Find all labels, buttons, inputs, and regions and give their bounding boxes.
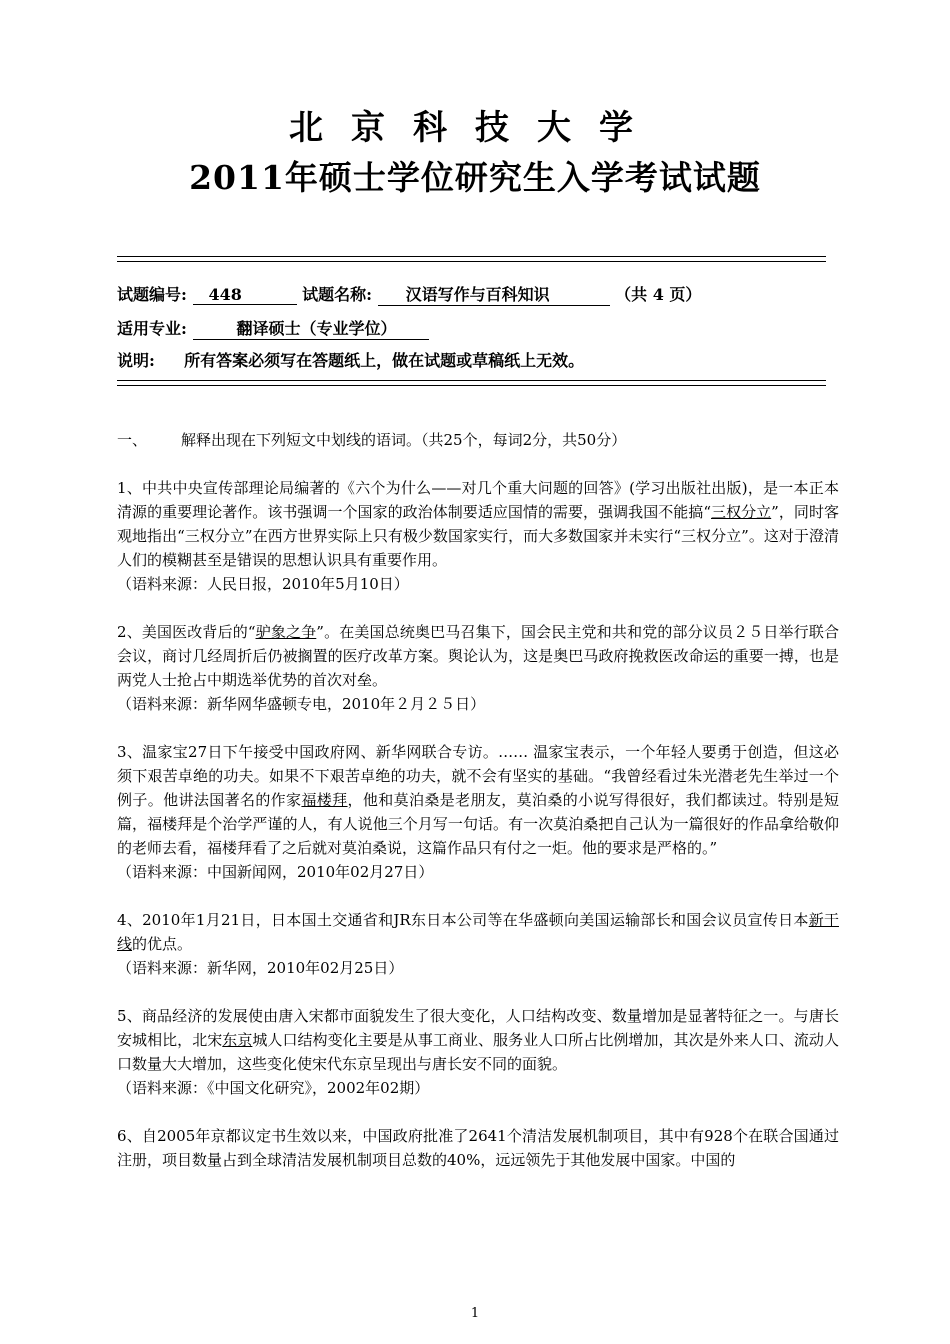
exam-content [117,428,839,1172]
code-value: 448 [193,285,297,305]
exam-title: 2011年硕士学位研究生入学考试试题 [189,158,761,197]
passage-5 [117,1004,839,1076]
underlined-term: 东京 [222,1031,253,1049]
passage-3 [117,740,839,860]
major-row [117,316,429,340]
passage-source: （语料来源：新华网，2010年02月25日） [117,959,404,977]
code-label: 试题编号: [117,285,187,304]
major-label: 适用专业: [117,319,187,338]
underlined-term: 驴象之争 [255,623,317,641]
name-value: 汉语写作与百科知识 [378,282,610,306]
passage-text: 5、商品经济的发展使由唐入宋都市面貌发生了很大变化，人口结构改变、数量增加是显著特征之一。与唐长安城相比，北宋 [117,1007,839,1049]
passage-text: 4、2010年1月21日，日本国土交通省和JR东日本公司等在华盛顿向美国运输部长和国会议员宣传日本 [117,911,809,929]
note-label: 说明: [117,351,155,370]
double-rule-top [117,256,826,262]
passage-text: ，他和莫泊桑是老朋友，莫泊桑的小说写得很好，我们都读过。特别是短篇，福楼拜是个治学严谨的人，有人说他三个月写一句话。有一次莫泊桑把自己认为一篇很好的作品拿给敬仰的老师去看，福楼拜看了之后就对莫泊桑说，这篇作品只有付之一炬。他的要求是严格的。” [117,791,839,857]
university-title: 北京科技大学 [289,108,661,148]
note-row [117,348,584,371]
passage-source: （语料来源：中国新闻网，2010年02月27日） [117,863,434,881]
passage-text: ”。在美国总统奥巴马召集下，国会民主党和共和党的部分议员２５日举行联合会议，商讨几经周折后仍被搁置的医疗改革方案。舆论认为，这是奥巴马政府挽救医改命运的重要一搏，也是两党人士抢占中期选举优势的首次对垒。 [117,623,839,689]
passage-text: 3、温家宝27日下午接受中国政府网、新华网联合专访。…… 温家宝表示，一个年轻人要勇于创造，但这必须下艰苦卓绝的功夫。如果不下艰苦卓绝的功夫，就不会有坚实的基础。“我曾经看过朱光潜老先生举过一个例子。他讲法国著名的作家 [117,743,839,809]
passage-source: （语料来源：《中国文化研究》，2002年02期） [117,1079,430,1097]
passage-1 [117,476,839,572]
underlined-term: 新干线 [117,911,839,953]
passage-6 [117,1124,839,1172]
passage-text: 城人口结构变化主要是从事工商业、服务业人口所占比例增加，其次是外来人口、流动人口数量大大增加，这些变化使宋代东京呈现出与唐长安不同的面貌。 [117,1031,839,1073]
section-instruction: 解释出现在下列短文中划线的语词。（共25个，每词2分，共50分） [181,431,627,449]
passage-text: 2、美国医改背后的“ [117,623,256,641]
name-label: 试题名称: [302,285,372,304]
page-number: 1 [470,1306,480,1321]
passage-text: 1、中共中央宣传部理论局编著的《六个为什么——对几个重大问题的回答》(学习出版社出版)，是一本正本清源的重要理论著作。该书强调一个国家的政治体制要适应国情的需要，强调我国不能搞“ [117,479,839,521]
exam-code-row [117,282,701,306]
underlined-term: 三权分立 [711,503,772,521]
section-number: 一、 [117,431,148,449]
note-value: 所有答案必须写在答题纸上，做在试题或草稿纸上无效。 [184,351,585,370]
passage-source: （语料来源：新华网华盛顿专电，2010年２月２５日） [117,695,486,713]
passage-text: 的优点。 [132,935,193,953]
major-value: 翻译硕士（专业学位） [193,316,429,340]
double-rule-bottom [117,380,826,386]
passage-text: 6、自2005年京都议定书生效以来，中国政府批准了2641个清洁发展机制项目，其中有928个在联合国通过注册，项目数量占到全球清洁发展机制项目总数的40%，远远领先于其他发展中国家。中国的 [117,1127,839,1169]
passage-source: （语料来源：人民日报，2010年5月10日） [117,575,409,593]
passage-2 [117,620,839,692]
passage-text: ”，同时客观地指出“三权分立”在西方世界实际上只有极少数国家实行，而大多数国家并未实行“三权分立”。这对于澄清人们的模糊甚至是错误的思想认识具有重要作用。 [117,503,839,569]
passage-4 [117,908,839,956]
page-count: （共 4 页） [615,285,702,304]
section-heading [117,428,839,452]
underlined-term: 福楼拜 [301,791,348,809]
